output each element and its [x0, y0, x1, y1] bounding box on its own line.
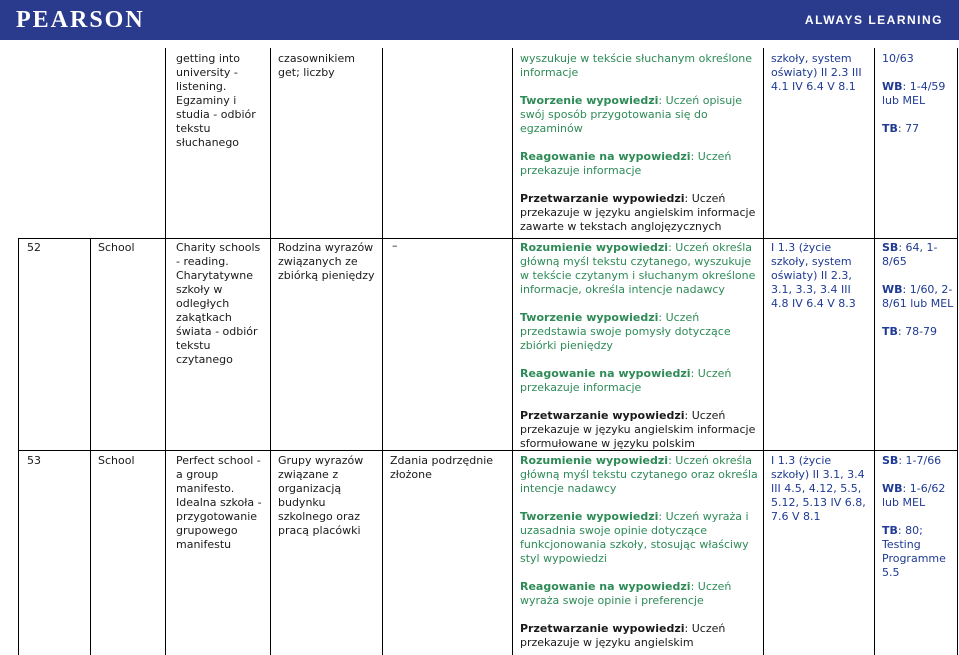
lesson-title: Charity schools - reading. Charytatywne szkoły w odległych zakątkach świata - odbiór tekstu czytanego	[176, 241, 261, 366]
pearson-banner	[0, 0, 959, 40]
skill-label: Reagowanie na wypowiedzi	[520, 580, 691, 593]
vocabulary: Rodzina wyrazów związanych ze zbiórką pieniędzy	[278, 241, 375, 282]
skill-text: : Uczeń opisuje swój sposób przygotowania się do egzaminów	[520, 94, 743, 135]
skill-label: Przetwarzanie wypowiedzi	[520, 192, 685, 205]
grid-line	[18, 238, 958, 239]
materials-label: TB	[882, 325, 898, 338]
pearson-logo: PEARSON	[16, 7, 145, 33]
materials	[882, 52, 954, 136]
grid-line	[763, 48, 764, 655]
skill-text: : Uczeń przekazuje w języku angielskim informacje sformułowane w języku polskim	[520, 409, 756, 450]
skill-text: : Uczeń przedstawia swoje pomysły dotyczące zbiórki pieniędzy	[520, 311, 731, 352]
materials-text: 10/63	[882, 52, 914, 65]
grid-line	[90, 238, 91, 655]
skill-text: : Uczeń wyraża i uzasadnia swoje opinie dotyczące funkcjonowania szkoły, stosując właściwy styl wypowiedzi	[520, 510, 749, 565]
core-curriculum: szkoły, system oświaty) II 2.3 III 4.1 IV 6.4 V 8.1	[771, 52, 862, 93]
vocabulary: Grupy wyrazów związane z organizacją budynku szkolnego oraz pracą placówki	[278, 454, 364, 537]
materials-label: WB	[882, 482, 903, 495]
lesson-number: 52	[27, 241, 41, 254]
tagline: ALWAYS LEARNING	[804, 13, 943, 27]
materials-label: WB	[882, 283, 903, 296]
materials-text: : 1/60, 2-8/61 lub MEL	[882, 283, 954, 310]
skill-label: Reagowanie na wypowiedzi	[520, 367, 691, 380]
materials-label: TB	[882, 524, 898, 537]
vocabulary: czasownikiem get; liczby	[278, 52, 355, 79]
materials	[882, 454, 954, 580]
skills	[520, 454, 758, 650]
skills	[520, 52, 758, 234]
skill-text: : Uczeń przekazuje informacje	[520, 150, 732, 177]
skill-text: : Uczeń przekazuje informacje	[520, 367, 732, 394]
core-curriculum: I 1.3 (życie szkoły, system oświaty) II 2.3, 3.1, 3.3, 3.4 III 4.8 IV 6.4 V 8.3	[771, 241, 856, 310]
materials-label: WB	[882, 80, 903, 93]
lesson-title: Perfect school - a group manifesto. Idealna szkoła - przygotowanie grupowego manifestu	[176, 454, 262, 551]
grid-line	[957, 48, 958, 655]
materials-text: : 1-4/59 lub MEL	[882, 80, 946, 107]
grid-line	[18, 450, 958, 451]
skill-text: : Uczeń określa główną myśl tekstu czytanego oraz określa intencje nadawcy	[520, 454, 758, 495]
lesson-number: 53	[27, 454, 41, 467]
skill-label: Tworzenie wypowiedzi	[520, 311, 659, 324]
skill-text: : Uczeń określa główną myśl tekstu czytanego, wyszukuje w tekście czytanym i słuchanym określone informacje, określa intencje nadawcy	[520, 241, 756, 296]
lesson-title: getting into university - listening. Egzaminy i studia - odbiór tekstu słuchanego	[176, 52, 256, 149]
materials	[882, 241, 954, 339]
grammar: Zdania podrzędnie złożone	[390, 454, 494, 481]
materials-text: : 78-79	[897, 325, 938, 338]
grid-line	[165, 48, 166, 655]
grid-line	[18, 238, 19, 655]
materials-text: : 1-7/66	[898, 454, 942, 467]
grid-line	[270, 48, 271, 655]
skill-label: Rozumienie wypowiedzi	[520, 241, 669, 254]
materials-text: : 77	[897, 122, 920, 135]
materials-text: : 64, 1-8/65	[882, 241, 938, 268]
materials-text: : 80; Testing Programme 5.5	[882, 524, 946, 579]
grid-line	[512, 48, 513, 655]
skill-label: Przetwarzanie wypowiedzi	[520, 622, 685, 635]
materials-label: TB	[882, 122, 898, 135]
lesson-topic: School	[98, 454, 135, 467]
core-curriculum: I 1.3 (życie szkoły) II 3.1, 3.4 III 4.5, 4.12, 5.5, 5.12, 5.13 IV 6.8, 7.6 V 8.1	[771, 454, 866, 523]
skill-text: : Uczeń wyraża swoje opinie i preferencje	[520, 580, 732, 607]
grammar: –	[392, 239, 398, 252]
materials-text: : 1-6/62 lub MEL	[882, 482, 946, 509]
lesson-topic: School	[98, 241, 135, 254]
skill-label: Rozumienie wypowiedzi	[520, 454, 669, 467]
skills	[520, 241, 758, 451]
grid-line	[874, 48, 875, 655]
grid-line	[382, 48, 383, 655]
skill-label: Tworzenie wypowiedzi	[520, 510, 659, 523]
skill-label: Tworzenie wypowiedzi	[520, 94, 659, 107]
skill-text: wyszukuje w tekście słuchanym określone informacje	[520, 52, 753, 79]
skill-label: Przetwarzanie wypowiedzi	[520, 409, 685, 422]
skill-label: Reagowanie na wypowiedzi	[520, 150, 691, 163]
skill-text: : Uczeń przekazuje w języku angielskim	[520, 622, 726, 649]
skill-text: : Uczeń przekazuje w języku angielskim informacje zawarte w tekstach anglojęzycznych	[520, 192, 756, 233]
materials-label: SB	[882, 454, 899, 467]
materials-label: SB	[882, 241, 899, 254]
